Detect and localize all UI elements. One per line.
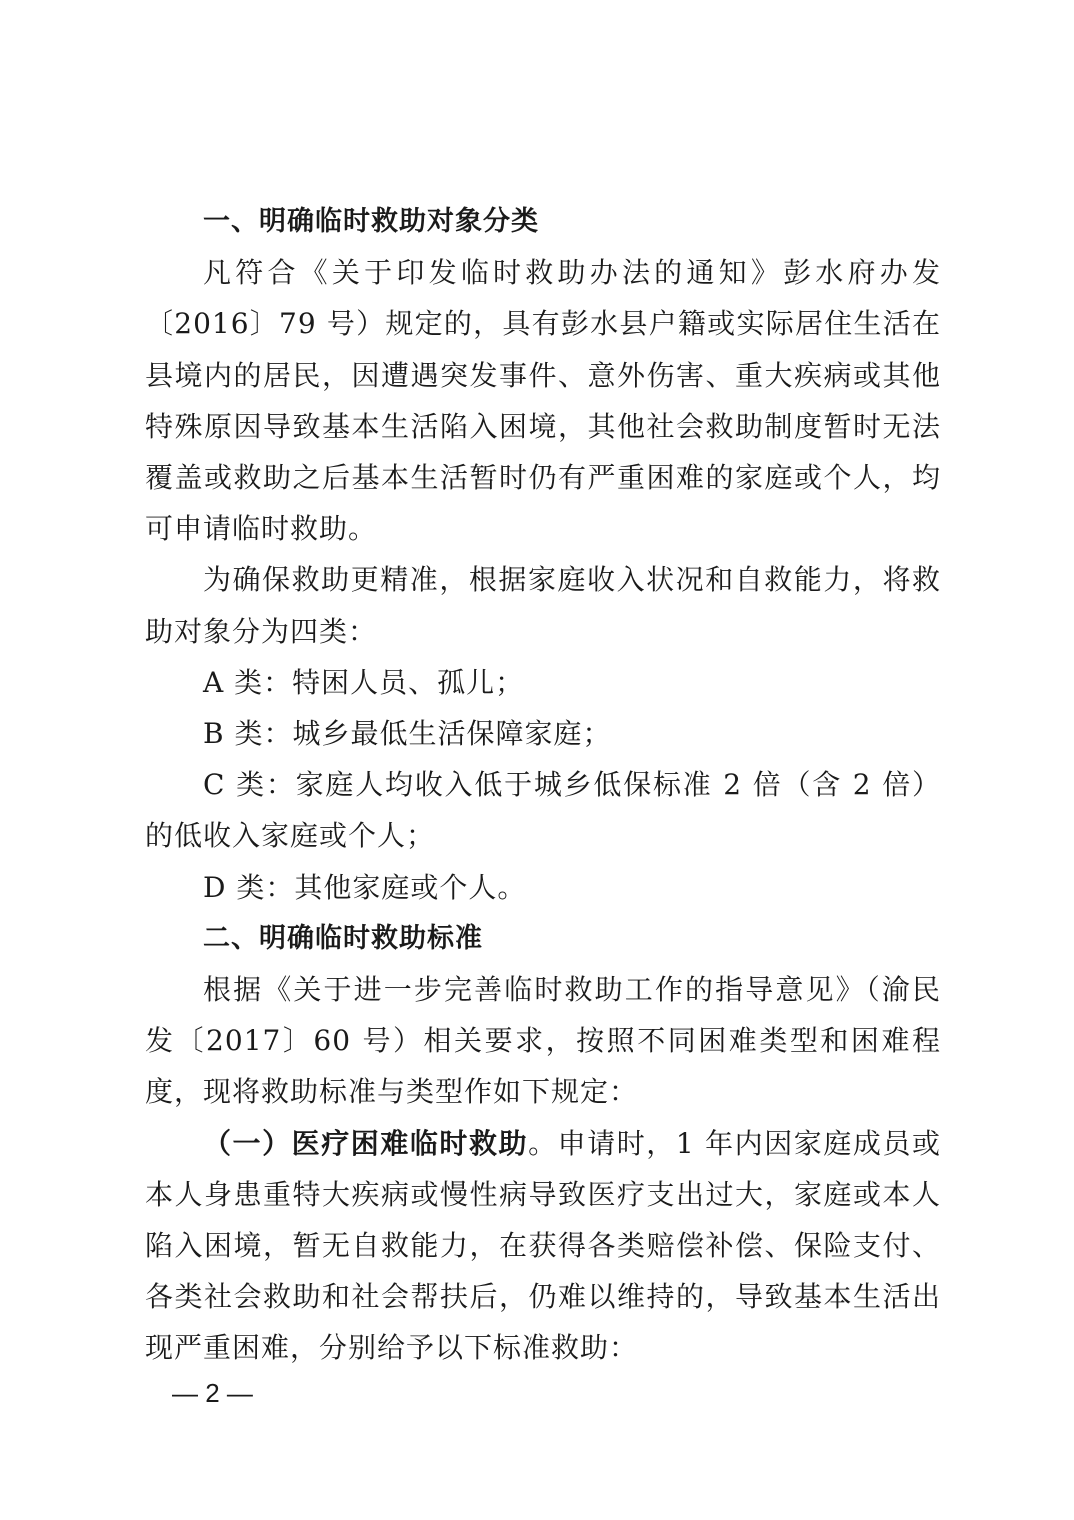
paragraph-medical-relief bbox=[145, 1118, 941, 1374]
category-a: A 类：特困人员、孤儿； bbox=[203, 665, 525, 699]
category-c: C 类：家庭人均收入低于城乡低保标准 2 倍（含 2 倍）的低收入家庭或个人； bbox=[145, 768, 941, 853]
paragraph-eligibility: 凡符合《关于印发临时救助办法的通知》彭水府办发〔2016〕79 号）规定的，具有彭水县户籍或实际居住生活在县境内的居民，因遭遇突发事件、意外伤害、重大疾病或其他特殊原因导致基本生活陷入困境，其他社会救助制度暂时无法覆盖或救助之后基本生活暂时仍有严重困难的家庭或个人，均可申请临时救助。 bbox=[145, 256, 941, 546]
paragraph-standards-intro: 根据《关于进一步完善临时救助工作的指导意见》（渝民发〔2017〕60 号）相关要求，按照不同困难类型和困难程度，现将救助标准与类型作如下规定： bbox=[145, 973, 941, 1109]
category-d: D 类：其他家庭或个人。 bbox=[203, 870, 527, 904]
medical-relief-text: 。申请时，1 年内因家庭成员或本人身患重特大疾病或慢性病导致医疗支出过大，家庭或本人陷入困境，暂无自救能力，在获得各类赔偿补偿、保险支付、各类社会救助和社会帮扶后，仍难以维持的，导致基本生活出现严重困难，分别给予以下标准救助： bbox=[145, 1126, 941, 1365]
page-number: — 2 — bbox=[172, 1378, 253, 1408]
document-body bbox=[145, 196, 941, 1374]
category-b: B 类：城乡最低生活保障家庭； bbox=[203, 717, 612, 751]
section-heading-2: 二、明确临时救助标准 bbox=[203, 922, 483, 954]
medical-relief-lead: （一）医疗困难临时救助 bbox=[203, 1126, 529, 1160]
section-heading-1: 一、明确临时救助对象分类 bbox=[203, 206, 539, 237]
paragraph-classification-intro: 为确保救助更精准，根据家庭收入状况和自救能力，将救助对象分为四类： bbox=[145, 563, 941, 648]
